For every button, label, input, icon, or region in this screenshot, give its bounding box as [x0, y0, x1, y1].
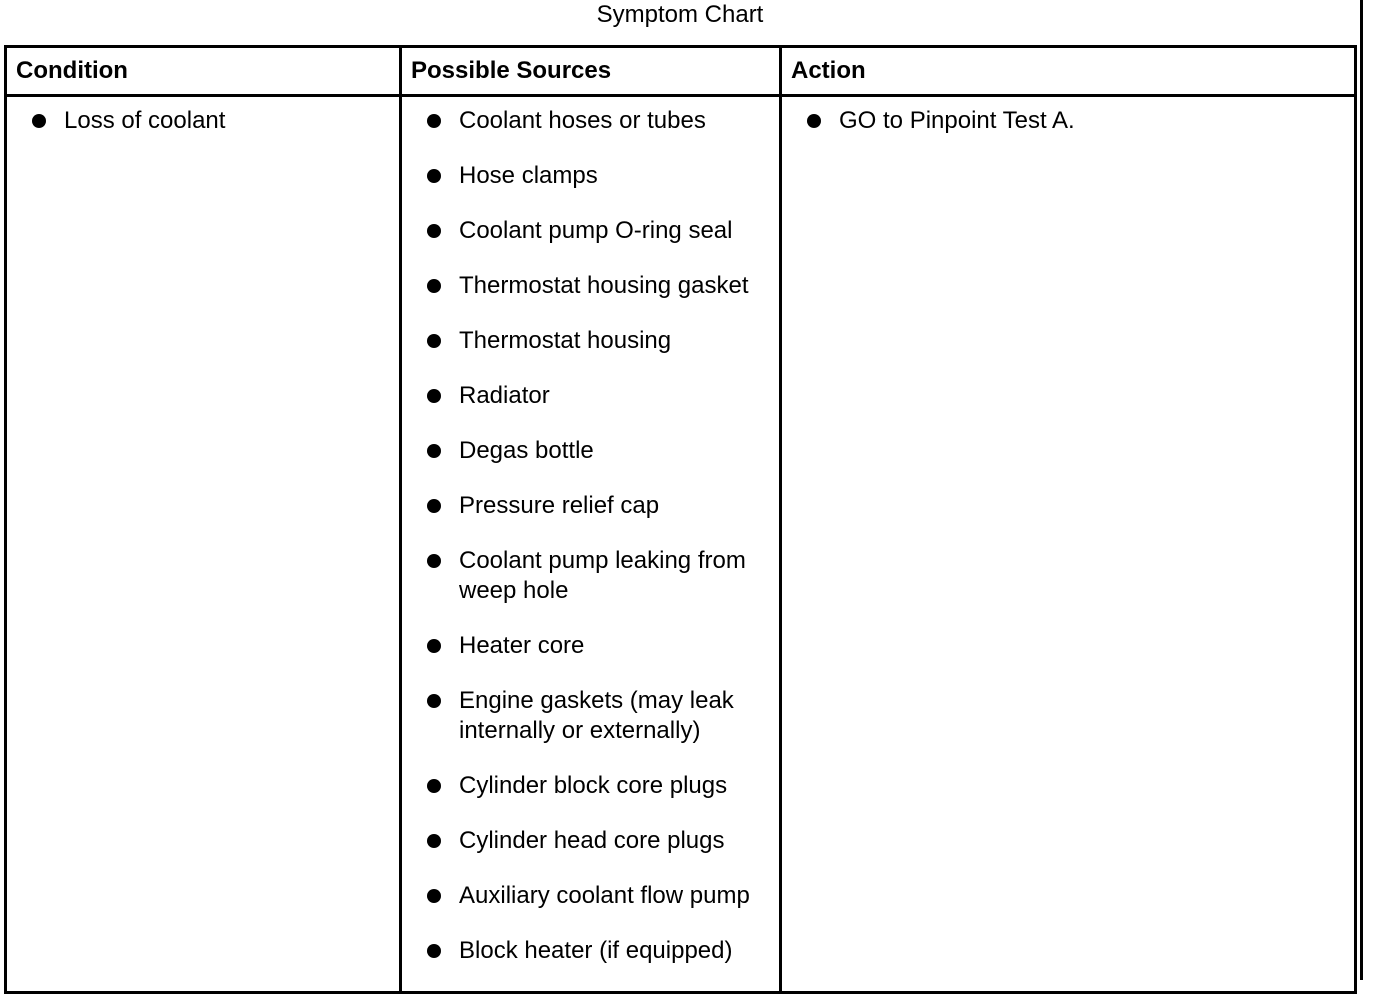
- list-item: [7, 106, 399, 136]
- bullet-icon: [427, 889, 441, 903]
- list-item-text: Degas bottle: [459, 437, 594, 464]
- list-item: [402, 881, 779, 911]
- bullet-icon: [427, 279, 441, 293]
- list-item: [402, 381, 779, 411]
- header-condition: Condition: [6, 47, 401, 96]
- list-item-text: Radiator: [459, 382, 550, 409]
- bullet-icon: [427, 554, 441, 568]
- list-item: [402, 106, 779, 136]
- bullet-icon: [427, 694, 441, 708]
- action-list: [782, 97, 1354, 136]
- bullet-icon: [427, 499, 441, 513]
- condition-list: [7, 97, 399, 136]
- list-item: [402, 686, 779, 746]
- bullet-icon: [427, 834, 441, 848]
- list-item-text: Engine gaskets (may leak internally or externally): [459, 687, 734, 744]
- bullet-icon: [427, 944, 441, 958]
- bullet-icon: [427, 114, 441, 128]
- bullet-icon: [427, 334, 441, 348]
- page-right-rule: [1360, 0, 1363, 980]
- header-row: [6, 47, 1356, 96]
- bullet-icon: [427, 779, 441, 793]
- bullet-icon: [427, 389, 441, 403]
- condition-cell: [6, 96, 401, 993]
- list-item-text: Cylinder head core plugs: [459, 827, 725, 854]
- list-item: [402, 631, 779, 661]
- list-item: [402, 936, 779, 966]
- list-item-text: Block heater (if equipped): [459, 937, 733, 964]
- table-row: [6, 96, 1356, 993]
- list-item: [402, 271, 779, 301]
- bullet-icon: [427, 169, 441, 183]
- bullet-icon: [32, 114, 46, 128]
- action-cell: [781, 96, 1356, 993]
- list-item: [402, 771, 779, 801]
- bullet-icon: [427, 224, 441, 238]
- list-item-text: Cylinder block core plugs: [459, 772, 728, 799]
- list-item-text: Coolant pump leaking from weep hole: [459, 547, 746, 604]
- header-action: Action: [781, 47, 1356, 96]
- bullet-icon: [427, 639, 441, 653]
- list-item: [402, 216, 779, 246]
- bullet-icon: [427, 444, 441, 458]
- bullet-icon: [807, 114, 821, 128]
- list-item: [782, 106, 1354, 136]
- list-item-text: Auxiliary coolant flow pump: [459, 882, 750, 909]
- symptom-table: [4, 45, 1357, 994]
- list-item-text: Thermostat housing gasket: [459, 272, 749, 299]
- list-item: [402, 436, 779, 466]
- list-item: [402, 326, 779, 356]
- sources-cell: [401, 96, 781, 993]
- list-item-text: Pressure relief cap: [459, 492, 660, 519]
- list-item: [402, 491, 779, 521]
- list-item: [402, 161, 779, 191]
- list-item: [402, 826, 779, 856]
- sources-list: [402, 97, 779, 966]
- header-possible-sources: Possible Sources: [401, 47, 781, 96]
- list-item: [402, 546, 779, 606]
- list-item-text: Coolant hoses or tubes: [459, 107, 706, 134]
- list-item-text: Coolant pump O-ring seal: [459, 217, 733, 244]
- chart-title: Symptom Chart: [596, 1, 764, 28]
- list-item-text: Hose clamps: [459, 162, 598, 189]
- list-item-text: Loss of coolant: [64, 107, 226, 134]
- list-item-text: Heater core: [459, 632, 585, 659]
- list-item-text: GO to Pinpoint Test A.: [839, 107, 1075, 134]
- list-item-text: Thermostat housing: [459, 327, 672, 354]
